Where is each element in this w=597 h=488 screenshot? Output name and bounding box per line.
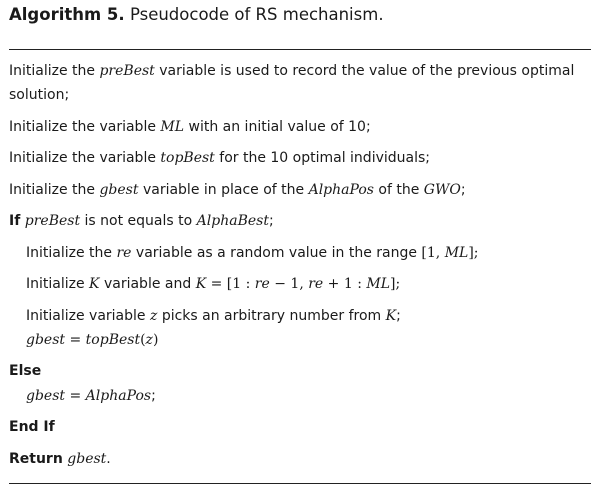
variable: AlphaBest bbox=[196, 213, 269, 229]
variable: preBest bbox=[99, 63, 155, 79]
math-variable: AlphaPos bbox=[85, 388, 152, 404]
code-line-9 bbox=[26, 330, 158, 350]
variable: ML bbox=[160, 119, 185, 135]
text: ; bbox=[396, 308, 401, 324]
text: Initialize the bbox=[9, 63, 100, 79]
variable: gbest bbox=[99, 182, 139, 198]
code-line-if bbox=[9, 211, 274, 231]
text: Initialize bbox=[26, 276, 90, 292]
text: for the 10 optimal individuals; bbox=[214, 150, 430, 166]
math-variable: ML bbox=[366, 276, 391, 292]
math: [1 : bbox=[226, 276, 255, 292]
math: ]; bbox=[468, 245, 479, 261]
algorithm-caption: Pseudocode of RS mechanism. bbox=[129, 5, 384, 24]
code-line-6 bbox=[26, 243, 479, 263]
code-line-4 bbox=[9, 180, 466, 200]
top-rule bbox=[9, 49, 591, 50]
code-line-return bbox=[9, 449, 111, 469]
keyword: If bbox=[9, 213, 21, 229]
variable: gbest bbox=[67, 451, 107, 467]
math-variable: re bbox=[308, 276, 324, 292]
math: − 1, bbox=[269, 276, 309, 292]
text: . bbox=[106, 451, 111, 467]
math: + 1 : bbox=[323, 276, 367, 292]
text: solution; bbox=[9, 87, 70, 103]
math-variable: ML bbox=[444, 245, 469, 261]
keyword: Else bbox=[9, 363, 42, 379]
code-line-3 bbox=[9, 148, 430, 168]
bottom-rule bbox=[9, 483, 591, 484]
variable: z bbox=[149, 308, 158, 324]
text: ; bbox=[460, 182, 466, 198]
text: Initialize the bbox=[9, 182, 100, 198]
algorithm-title bbox=[9, 4, 384, 26]
code-line-2 bbox=[9, 117, 371, 137]
text: ; bbox=[268, 213, 274, 229]
code-line-else bbox=[9, 361, 41, 381]
math-variable: gbest bbox=[26, 332, 66, 348]
keyword: Return bbox=[9, 451, 63, 467]
math: ]; bbox=[390, 276, 401, 292]
variable: re bbox=[116, 245, 132, 261]
math: = bbox=[65, 388, 86, 404]
text: variable and bbox=[99, 276, 196, 292]
text: is not equals to bbox=[80, 213, 197, 229]
code-line-7 bbox=[26, 274, 400, 294]
variable: K bbox=[385, 308, 397, 324]
text: variable is used to record the value of the previous optimal bbox=[154, 63, 575, 79]
text: with an initial value of 10; bbox=[184, 119, 371, 135]
text: picks an arbitrary number from bbox=[157, 308, 386, 324]
variable: K bbox=[89, 276, 100, 292]
code-line-1-cont bbox=[9, 85, 69, 105]
text: Initialize variable bbox=[26, 308, 150, 324]
math: ) bbox=[152, 332, 159, 348]
text: Initialize the variable bbox=[9, 119, 161, 135]
keyword: End If bbox=[9, 419, 55, 435]
variable: topBest bbox=[160, 150, 215, 166]
algorithm-label: Algorithm 5. bbox=[9, 5, 125, 24]
math: ( bbox=[140, 332, 146, 348]
text: variable as a random value in the range bbox=[131, 245, 422, 261]
variable: AlphaPos bbox=[308, 182, 374, 198]
math: [1, bbox=[421, 245, 445, 261]
math: = bbox=[65, 332, 86, 348]
variable: GWO bbox=[423, 182, 461, 198]
math: = bbox=[206, 276, 227, 292]
code-line-1 bbox=[9, 61, 574, 81]
text: variable in place of the bbox=[138, 182, 309, 198]
text: Initialize the variable bbox=[9, 150, 161, 166]
math-variable: z bbox=[145, 332, 153, 348]
text: ; bbox=[151, 388, 156, 404]
text: Initialize the bbox=[26, 245, 117, 261]
math-variable: gbest bbox=[26, 388, 66, 404]
variable: preBest bbox=[24, 213, 81, 229]
math-variable: K bbox=[195, 276, 207, 292]
code-line-11 bbox=[26, 386, 156, 406]
text: of the bbox=[373, 182, 424, 198]
math-variable: re bbox=[254, 276, 270, 292]
math-variable: topBest bbox=[85, 332, 141, 348]
code-line-8 bbox=[26, 306, 401, 326]
code-line-endif bbox=[9, 417, 55, 437]
